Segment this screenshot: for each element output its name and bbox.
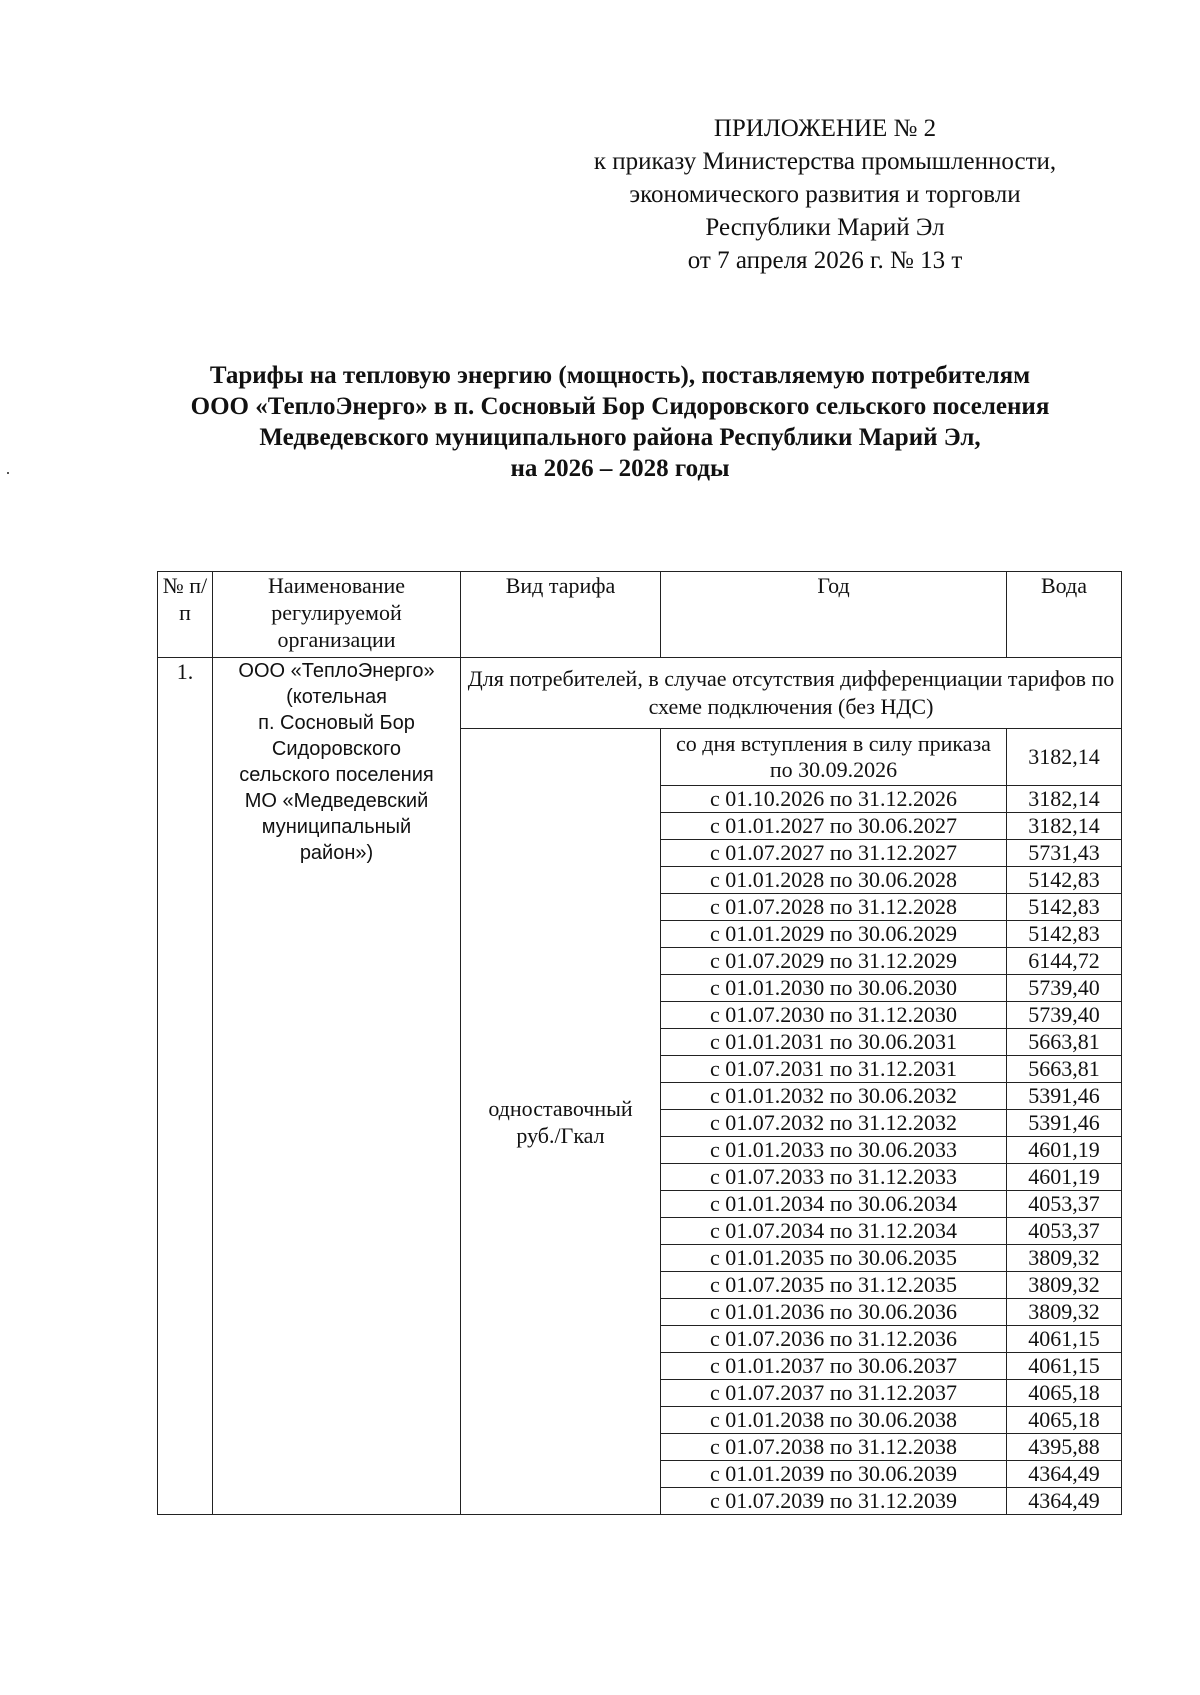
water-tariff-value: 4053,37	[1007, 1191, 1122, 1218]
period-cell: с 01.07.2039 по 31.12.2039	[661, 1488, 1007, 1515]
appendix-line: от 7 апреля 2026 г. № 13 т	[687, 247, 963, 274]
organization-cell	[213, 658, 461, 1515]
period-cell: с 01.01.2039 по 30.06.2039	[661, 1461, 1007, 1488]
appendix-line: к приказу Министерства промышленности,	[593, 148, 1057, 175]
water-tariff-value: 3182,14	[1007, 813, 1122, 840]
organization-line: МО «Медведевский	[244, 790, 429, 812]
period-cell: с 01.01.2028 по 30.06.2028	[661, 867, 1007, 894]
period-cell: с 01.01.2030 по 30.06.2030	[661, 975, 1007, 1002]
period-cell: с 01.01.2037 по 30.06.2037	[661, 1353, 1007, 1380]
water-tariff-value: 4061,15	[1007, 1326, 1122, 1353]
water-tariff-value: 4395,88	[1007, 1434, 1122, 1461]
period-cell: с 01.07.2038 по 31.12.2038	[661, 1434, 1007, 1461]
header-year: Год	[661, 572, 1007, 658]
appendix-line: Республики Марий Эл	[705, 214, 945, 241]
period-cell: с 01.07.2031 по 31.12.2031	[661, 1056, 1007, 1083]
scan-speck	[7, 472, 9, 474]
water-tariff-value: 4065,18	[1007, 1407, 1122, 1434]
water-tariff-value: 5739,40	[1007, 975, 1122, 1002]
water-tariff-value: 5142,83	[1007, 921, 1122, 948]
tariff-kind-cell	[461, 729, 661, 1515]
period-cell: с 01.07.2029 по 31.12.2029	[661, 948, 1007, 975]
water-tariff-value: 5663,81	[1007, 1056, 1122, 1083]
header-tariff-type: Вид тарифа	[461, 572, 661, 658]
appendix-header	[530, 112, 1120, 277]
water-tariff-value: 4364,49	[1007, 1461, 1122, 1488]
period-cell: с 01.07.2030 по 31.12.2030	[661, 1002, 1007, 1029]
water-tariff-value: 4364,49	[1007, 1488, 1122, 1515]
period-cell: с 01.07.2035 по 31.12.2035	[661, 1272, 1007, 1299]
period-cell: с 01.01.2034 по 30.06.2034	[661, 1191, 1007, 1218]
tariff-kind-unit: руб./Гкал	[516, 1122, 605, 1148]
period-cell: с 01.07.2028 по 31.12.2028	[661, 894, 1007, 921]
water-tariff-value: 5142,83	[1007, 894, 1122, 921]
period-cell: с 01.01.2033 по 30.06.2033	[661, 1137, 1007, 1164]
water-tariff-value: 4061,15	[1007, 1353, 1122, 1380]
tariff-kind-label: одноставочный	[488, 1095, 633, 1121]
period-cell: с 01.07.2037 по 31.12.2037	[661, 1380, 1007, 1407]
period-cell: с 01.10.2026 по 31.12.2026	[661, 786, 1007, 813]
water-tariff-value: 4065,18	[1007, 1380, 1122, 1407]
water-tariff-value: 5731,43	[1007, 840, 1122, 867]
period-cell: с 01.07.2036 по 31.12.2036	[661, 1326, 1007, 1353]
title-line: Тарифы на тепловую энергию (мощность), поставляемую потребителям	[209, 362, 1031, 389]
period-cell: со дня вступления в силу приказа по 30.09.2026	[661, 729, 1007, 786]
water-tariff-value: 3182,14	[1007, 729, 1122, 786]
water-tariff-value: 5663,81	[1007, 1029, 1122, 1056]
period-cell: с 01.01.2031 по 30.06.2031	[661, 1029, 1007, 1056]
period-cell: с 01.01.2027 по 30.06.2027	[661, 813, 1007, 840]
organization-line: муниципальный	[261, 816, 412, 838]
period-cell: с 01.07.2033 по 31.12.2033	[661, 1164, 1007, 1191]
period-cell: с 01.01.2029 по 30.06.2029	[661, 921, 1007, 948]
water-tariff-value: 5739,40	[1007, 1002, 1122, 1029]
title-line: на 2026 – 2028 годы	[510, 455, 730, 482]
document-title	[120, 360, 1120, 484]
water-tariff-value: 4601,19	[1007, 1164, 1122, 1191]
water-tariff-value: 6144,72	[1007, 948, 1122, 975]
row-number: 1.	[158, 658, 213, 1515]
appendix-line: ПРИЛОЖЕНИЕ № 2	[713, 115, 937, 142]
water-tariff-value: 4053,37	[1007, 1218, 1122, 1245]
table-header-row	[158, 572, 1122, 658]
water-tariff-value: 3809,32	[1007, 1245, 1122, 1272]
organization-line: п. Сосновый Бор	[258, 712, 415, 734]
water-tariff-value: 4601,19	[1007, 1137, 1122, 1164]
period-cell: с 01.01.2038 по 30.06.2038	[661, 1407, 1007, 1434]
organization-line: ООО «ТеплоЭнерго»	[238, 660, 435, 682]
organization-line: сельского поселения	[239, 764, 434, 786]
water-tariff-value: 3809,32	[1007, 1272, 1122, 1299]
period-cell: с 01.07.2034 по 31.12.2034	[661, 1218, 1007, 1245]
title-line: ООО «ТеплоЭнерго» в п. Сосновый Бор Сидоровского сельского поселения	[190, 393, 1050, 420]
water-tariff-value: 5391,46	[1007, 1110, 1122, 1137]
consumers-note: Для потребителей, в случае отсутствия дифференциации тарифов по схеме подключения (без НДС)	[461, 658, 1122, 729]
period-cell: с 01.01.2032 по 30.06.2032	[661, 1083, 1007, 1110]
organization-line: (котельная	[286, 686, 387, 708]
consumers-row	[158, 658, 1122, 729]
header-organization: Наименование регулируемой организации	[213, 572, 461, 658]
tariff-table	[157, 571, 1122, 1515]
header-water: Вода	[1007, 572, 1122, 658]
title-line: Медведевского муниципального района Республики Марий Эл,	[259, 424, 981, 451]
period-cell: с 01.01.2036 по 30.06.2036	[661, 1299, 1007, 1326]
period-cell: с 01.01.2035 по 30.06.2035	[661, 1245, 1007, 1272]
appendix-line: экономического развития и торговли	[629, 181, 1021, 208]
organization-line: Сидоровского	[271, 738, 402, 760]
period-cell: с 01.07.2032 по 31.12.2032	[661, 1110, 1007, 1137]
water-tariff-value: 5142,83	[1007, 867, 1122, 894]
water-tariff-value: 3182,14	[1007, 786, 1122, 813]
header-number: № п/п	[158, 572, 213, 658]
water-tariff-value: 3809,32	[1007, 1299, 1122, 1326]
water-tariff-value: 5391,46	[1007, 1083, 1122, 1110]
organization-line: район»)	[299, 842, 374, 864]
period-cell: с 01.07.2027 по 31.12.2027	[661, 840, 1007, 867]
